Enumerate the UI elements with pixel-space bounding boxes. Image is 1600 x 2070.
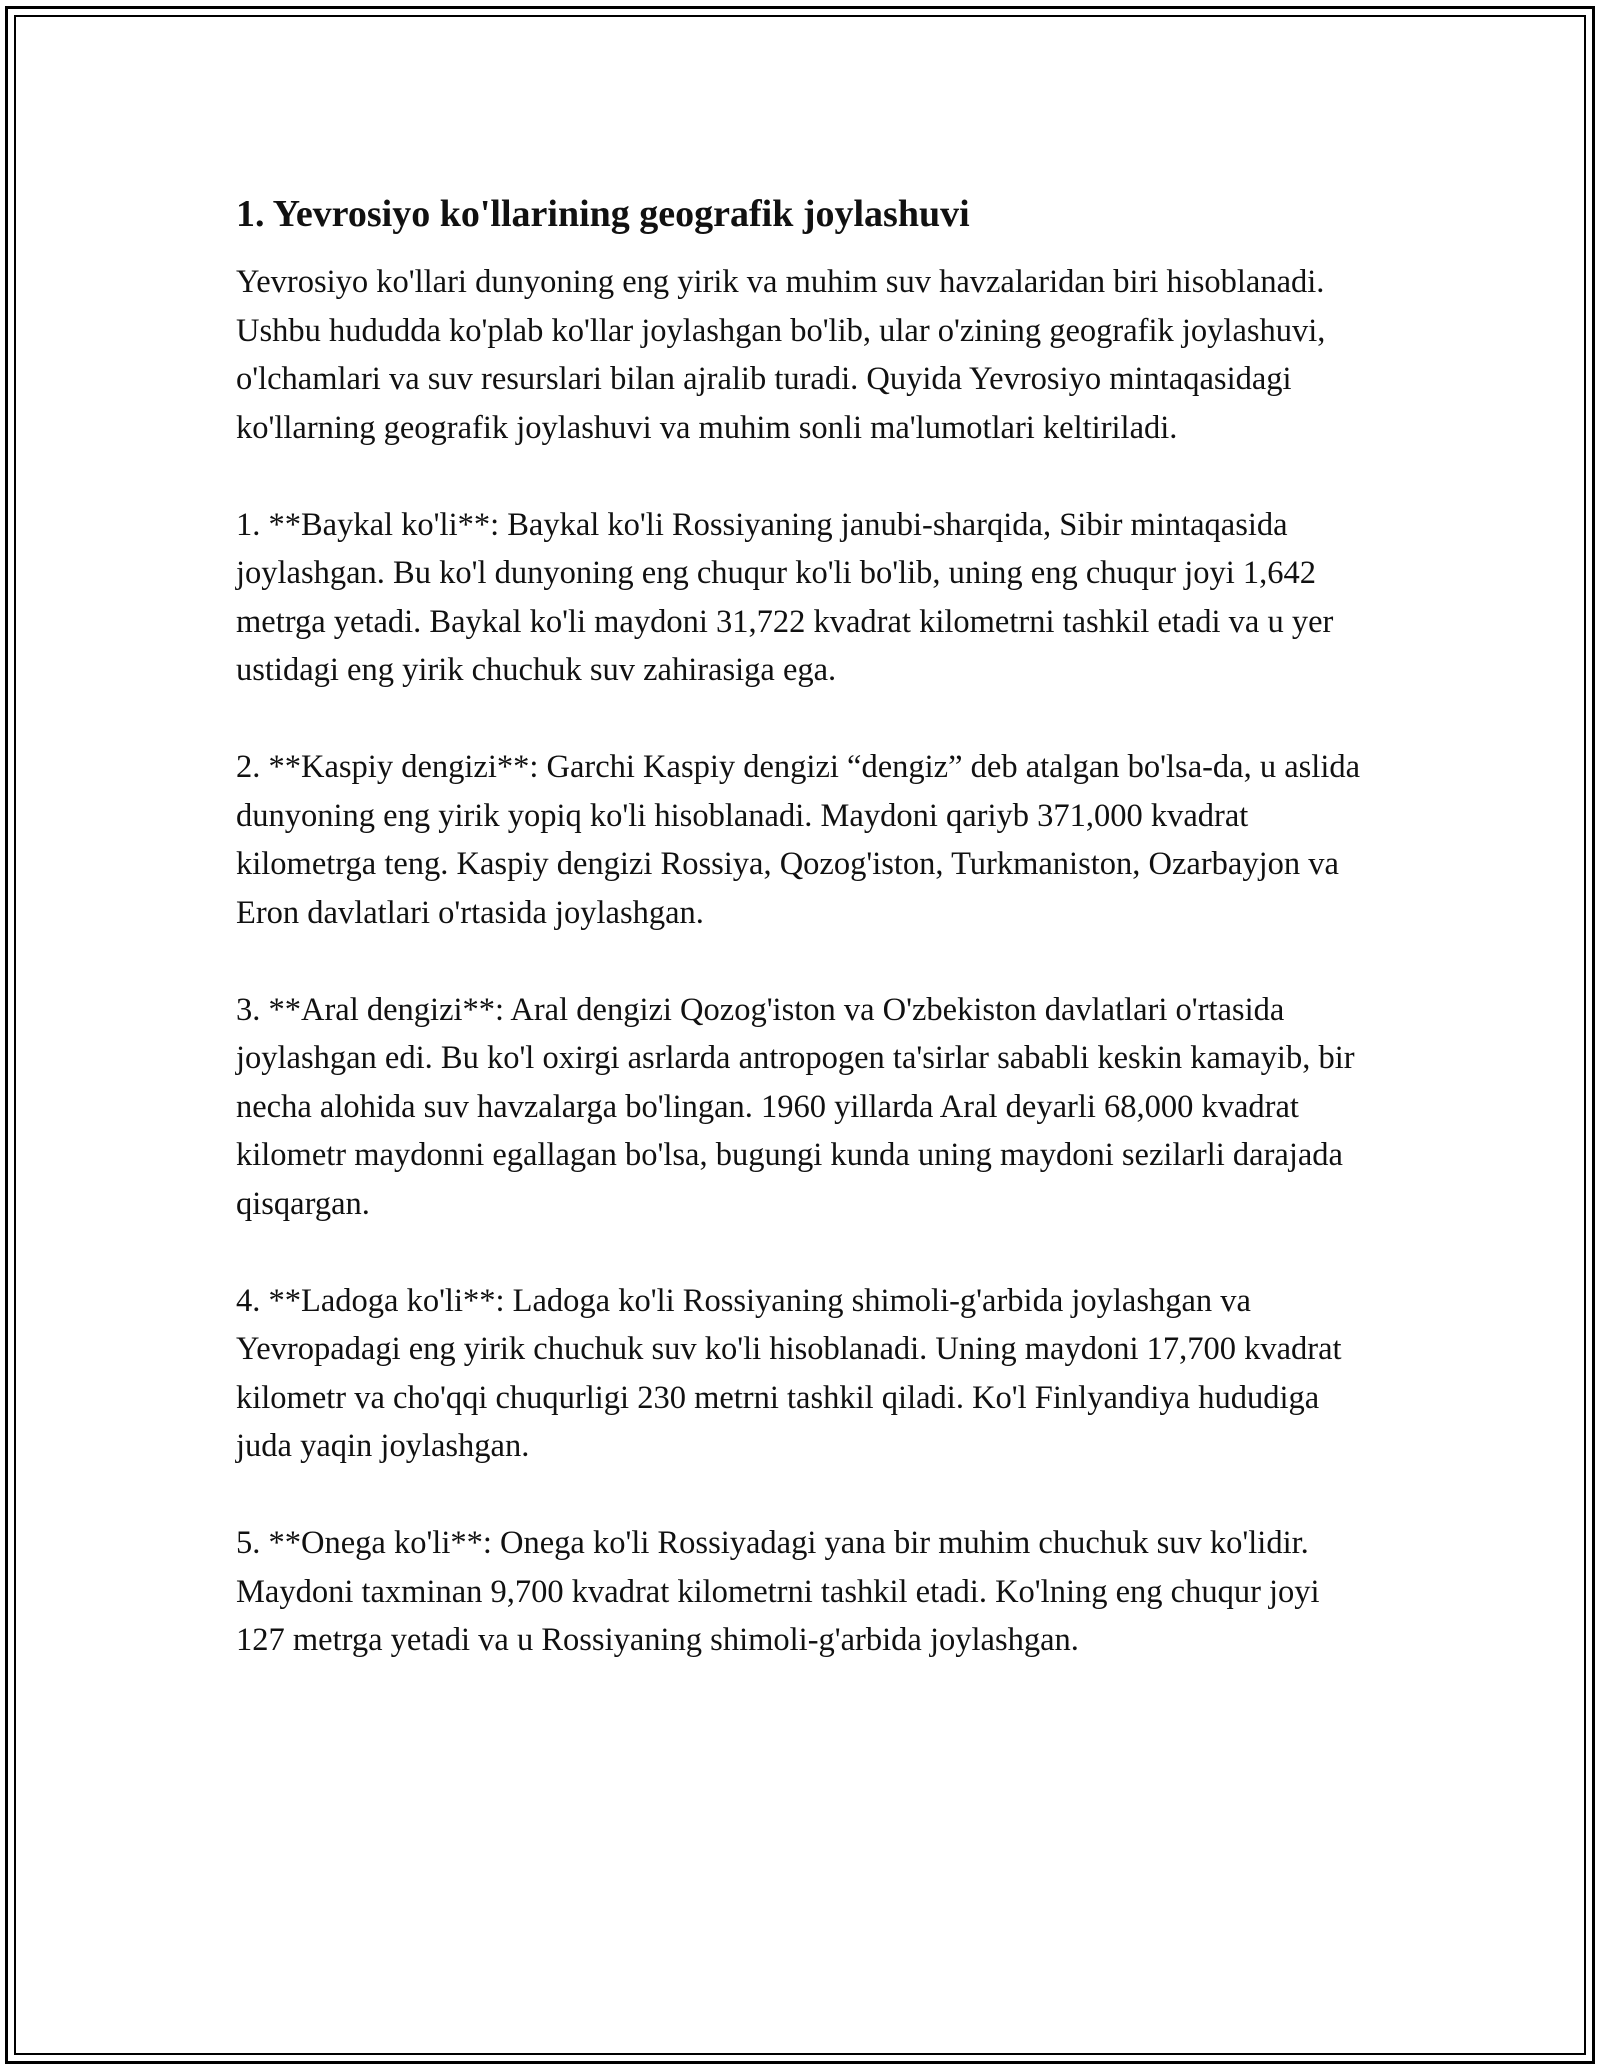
baykal-paragraph: 1. **Baykal ko'li**: Baykal ko'li Rossiyaning janubi-sharqida, Sibir mintaqasida joylashgan. Bu ko'l dunyoning eng chuqur ko'li bo'lib, uning eng chuqur joyi 1,642 metrga yetadi. Baykal ko'li maydoni 31,722 kvadrat kilometrni tashkil etadi va u yer ustidagi eng yirik chuchuk suv zahirasiga ega.	[236, 506, 1334, 688]
intro-paragraph: Yevrosiyo ko'llari dunyoning eng yirik va muhim suv havzalaridan biri hisoblanadi. Ushbu hududda ko'plab ko'llar joylashgan bo'lib, ular o'zining geografik joylashuvi, o'lchamlari va suv resurslari bilan ajralib turadi. Quyida Yevrosiyo mintaqasidagi ko'llarning geografik joylashuvi va muhim sonli ma'lumotlari keltiriladi.	[236, 264, 1326, 446]
document-body	[236, 190, 1366, 1713]
ladoga-paragraph: 4. **Ladoga ko'li**: Ladoga ko'li Rossiyaning shimoli-g'arbida joylashgan va Yevropadagi eng yirik chuchuk suv ko'li hisoblanadi. Uning maydoni 17,700 kvadrat kilometr va cho'qqi chuqurligi 230 metrni tashkil qiladi. Ko'l Finlyandiya hududiga juda yaqin joylashgan.	[236, 1282, 1342, 1464]
section-heading: 1. Yevrosiyo ko'llarining geografik joylashuvi	[236, 193, 970, 235]
aral-paragraph: 3. **Aral dengizi**: Aral dengizi Qozog'iston va O'zbekiston davlatlari o'rtasida joylashgan edi. Bu ko'l oxirgi asrlarda antropogen ta'sirlar sababli keskin kamayib, bir necha alohida suv havzalarga bo'lingan. 1960 yillarda Aral deyarli 68,000 kvadrat kilometr maydonni egallagan bo'lsa, bugungi kunda uning maydoni sezilarli darajada qisqargan.	[236, 991, 1355, 1222]
onega-paragraph: 5. **Onega ko'li**: Onega ko'li Rossiyadagi yana bir muhim chuchuk suv ko'lidir. Maydoni taxminan 9,700 kvadrat kilometrni tashkil etadi. Ko'lning eng chuqur joyi 127 metrga yetadi va u Rossiyaning shimoli-g'arbida joylashgan.	[236, 1525, 1320, 1658]
kaspiy-paragraph: 2. **Kaspiy dengizi**: Garchi Kaspiy dengizi “dengiz” deb atalgan bo'lsa-da, u aslida dunyoning eng yirik yopiq ko'li hisoblanadi. Maydoni qariyb 371,000 kvadrat kilometrga teng. Kaspiy dengizi Rossiya, Qozog'iston, Turkmaniston, Ozarbayjon va Eron davlatlari o'rtasida joylashgan.	[236, 749, 1361, 931]
